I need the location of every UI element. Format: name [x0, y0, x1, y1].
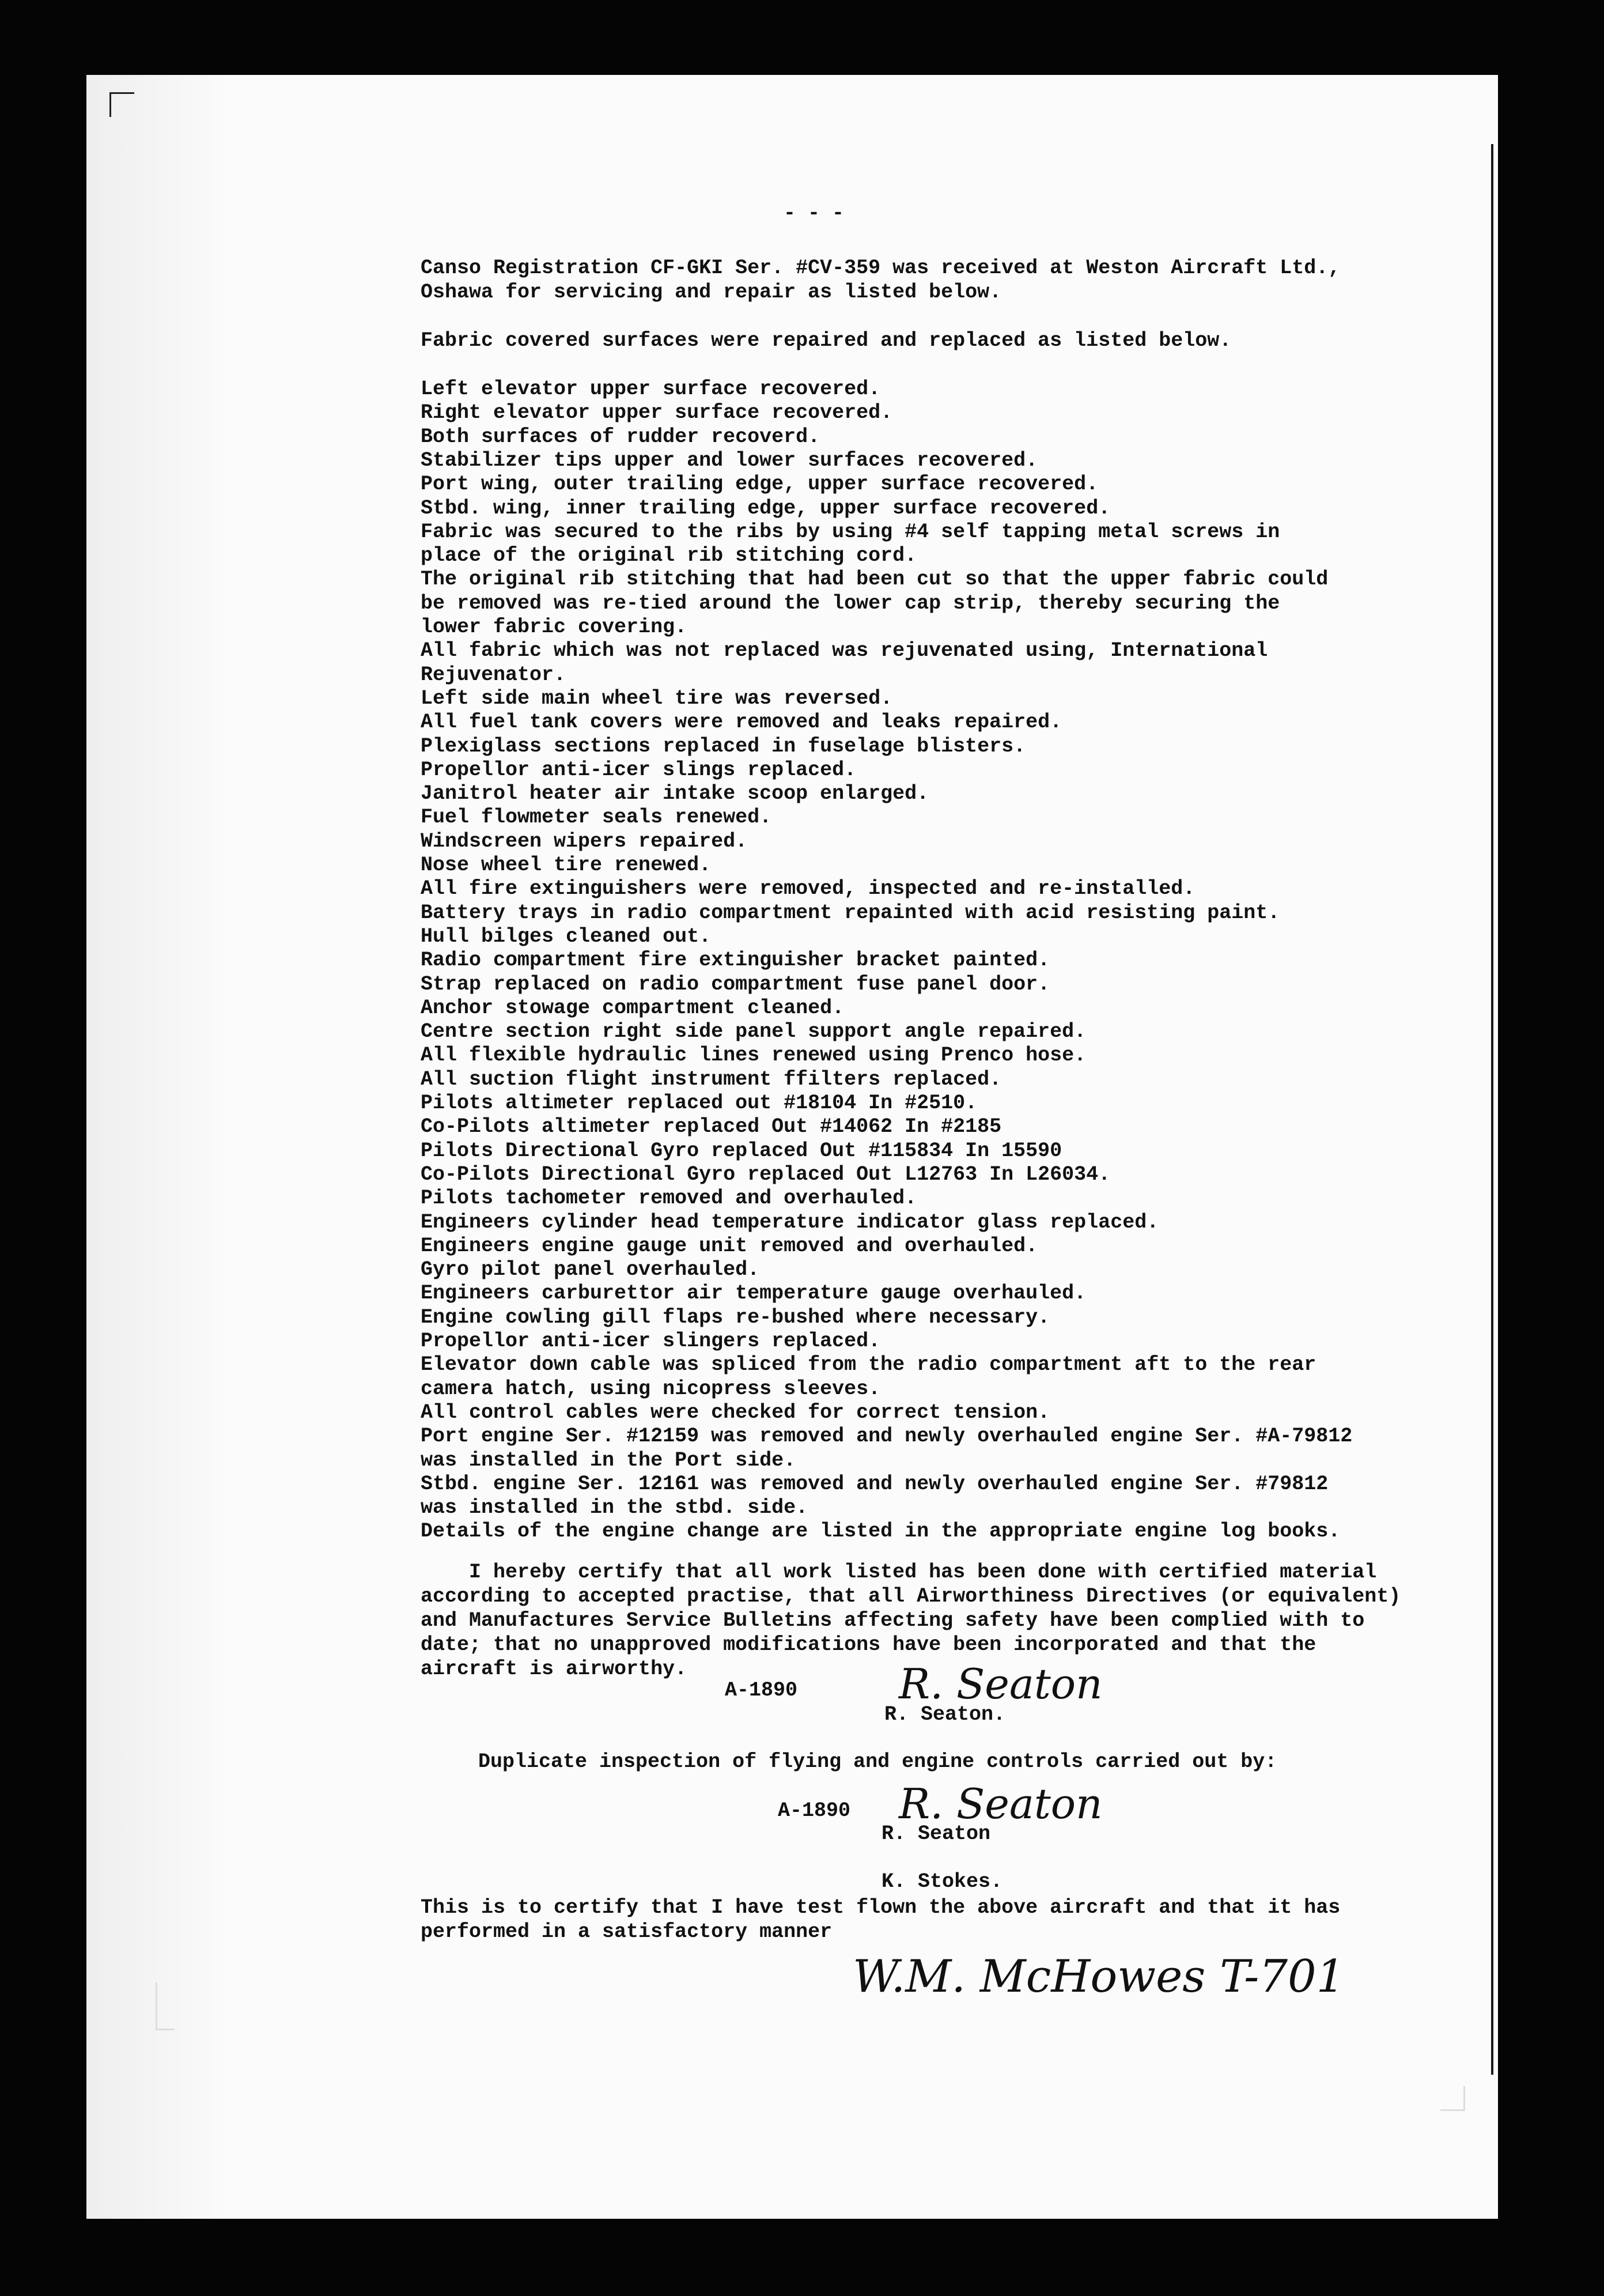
crop-mark-bottom-right — [1440, 2086, 1465, 2111]
repair-item-line: Battery trays in radio compartment repainted with acid resisting paint. — [421, 901, 1280, 924]
repair-item-line: Fabric was secured to the ribs by using #4 self tapping metal screws in — [421, 520, 1280, 543]
certification-line-4: date; that no unapproved modifications have been incorporated and that the — [421, 1633, 1317, 1656]
repair-item-line: Engineers engine gauge unit removed and overhauled. — [421, 1234, 1038, 1257]
test-flight-line-2: performed in a satisfactory manner — [421, 1920, 833, 1943]
repair-item-line: Anchor stowage compartment cleaned. — [421, 996, 845, 1019]
test-flight-line-1: This is to certify that I have test flown the above aircraft and that it has — [421, 1896, 1341, 1919]
repair-item-line: Strap replaced on radio compartment fuse panel door. — [421, 972, 1050, 996]
repair-item-line: The original rib stitching that had been cut so that the upper fabric could — [421, 568, 1329, 591]
repair-item-line: was installed in the Port side. — [421, 1448, 796, 1472]
repair-item-line: Engineers cylinder head temperature indicator glass replaced. — [421, 1210, 1159, 1234]
fabric-heading: Fabric covered surfaces were repaired and replaced as listed below. — [421, 329, 1232, 352]
sign2-license: A-1890 — [778, 1799, 851, 1822]
repair-item-line: All control cables were checked for correct tension. — [421, 1400, 1050, 1424]
repair-item-line: Engineers carburettor air temperature gauge overhauled. — [421, 1282, 1087, 1305]
repair-item-line: Propellor anti-icer slings replaced. — [421, 758, 857, 781]
repair-item-line: All flexible hydraulic lines renewed using Prenco hose. — [421, 1044, 1087, 1067]
repair-item-line: lower fabric covering. — [421, 615, 687, 639]
sign1-signature: R. Seaton — [899, 1660, 1103, 1708]
certification-line-2: according to accepted practise, that all Airworthiness Directives (or equivalent) — [421, 1585, 1401, 1608]
certification-line-1: I hereby certify that all work listed has been done with certified material — [421, 1561, 1377, 1584]
repair-item-line: Pilots tachometer removed and overhauled. — [421, 1187, 917, 1210]
repair-item-line: Rejuvenator. — [421, 663, 566, 686]
repair-item-line: Stbd. engine Ser. 12161 was removed and newly overhauled engine Ser. #79812 — [421, 1472, 1329, 1496]
repair-item-line: Left elevator upper surface recovered. — [421, 377, 881, 401]
repair-item-line: Janitrol heater air intake scoop enlarged. — [421, 782, 929, 806]
certification-line-3: and Manufactures Service Bulletins affecting safety have been complied with to — [421, 1609, 1365, 1632]
sign2-signature: R. Seaton — [899, 1780, 1103, 1828]
repair-item-line: Co-Pilots altimeter replaced Out #14062 In #2185 — [421, 1115, 1002, 1139]
repair-item-line: Hull bilges cleaned out. — [421, 924, 712, 948]
crop-mark-bottom-left — [156, 1982, 175, 2030]
repair-item-line: Pilots Directional Gyro replaced Out #115834 In 15590 — [421, 1139, 1062, 1162]
pilot-signature: W.M. McHowes T-701 — [853, 1951, 1345, 2003]
repair-item-line: Port wing, outer trailing edge, upper surface recovered. — [421, 473, 1099, 496]
repair-item-line: Right elevator upper surface recovered. — [421, 401, 893, 425]
repair-item-line: Engine cowling gill flaps re-bushed where necessary. — [421, 1305, 1050, 1329]
repair-item-line: Left side main wheel tire was reversed. — [421, 686, 893, 710]
page-fold-shadow — [86, 75, 230, 2219]
intro-line-2: Oshawa for servicing and repair as listed below. — [421, 281, 1002, 304]
repair-item-line: Windscreen wipers repaired. — [421, 829, 748, 853]
repair-item-line: camera hatch, using nicopress sleeves. — [421, 1377, 881, 1400]
repair-item-line: Propellor anti-icer slingers replaced. — [421, 1330, 881, 1353]
repair-item-line: was installed in the stbd. side. — [421, 1496, 808, 1520]
repair-item-line: Details of the engine change are listed in the appropriate engine log books. — [421, 1520, 1341, 1543]
certification-line-5: aircraft is airworthy. — [421, 1657, 687, 1681]
repair-item-line: Plexiglass sections replaced in fuselage blisters. — [421, 734, 1026, 758]
repair-item-line: All fire extinguishers were removed, inspected and re-installed. — [421, 877, 1196, 901]
repair-item-line: Elevator down cable was spliced from the radio compartment aft to the rear — [421, 1353, 1317, 1377]
sign1-name: R. Seaton. — [884, 1703, 1006, 1726]
duplicate-heading: Duplicate inspection of flying and engine controls carried out by: — [478, 1750, 1277, 1773]
repair-item-line: Pilots altimeter replaced out #18104 In #2510. — [421, 1092, 978, 1115]
crop-mark-top-left — [109, 92, 134, 117]
sign1-license: A-1890 — [725, 1679, 798, 1702]
repair-item-line: be removed was re-tied around the lower cap strip, thereby securing the — [421, 591, 1280, 615]
sign3-name: K. Stokes. — [882, 1870, 1003, 1893]
repair-item-line: Gyro pilot panel overhauled. — [421, 1258, 760, 1282]
repair-item-line: Port engine Ser. #12159 was removed and newly overhauled engine Ser. #A-79812 — [421, 1425, 1353, 1448]
header-mark: - - - — [784, 202, 845, 225]
repair-item-line: Centre section right side panel support angle repaired. — [421, 1020, 1087, 1044]
repair-item-line: place of the original rib stitching cord. — [421, 544, 917, 568]
repair-item-line: Radio compartment fire extinguisher bracket painted. — [421, 949, 1050, 972]
repair-item-line: All fabric which was not replaced was rejuvenated using, International — [421, 639, 1268, 663]
sign2-name: R. Seaton — [882, 1822, 991, 1845]
repair-item-line: Nose wheel tire renewed. — [421, 854, 712, 877]
repair-item-line: Both surfaces of rudder recoverd. — [421, 425, 820, 448]
repair-item-line: Stabilizer tips upper and lower surfaces recovered. — [421, 448, 1038, 472]
repair-item-line: All suction flight instrument ffilters replaced. — [421, 1067, 1002, 1091]
repair-item-line: Stbd. wing, inner trailing edge, upper surface recovered. — [421, 496, 1111, 520]
repair-item-line: Fuel flowmeter seals renewed. — [421, 806, 772, 829]
repair-item-line: Co-Pilots Directional Gyro replaced Out L12763 In L26034. — [421, 1162, 1111, 1186]
scan-edge-line — [1491, 144, 1493, 2075]
repair-item-line: All fuel tank covers were removed and leaks repaired. — [421, 711, 1062, 734]
intro-line-1: Canso Registration CF-GKI Ser. #CV-359 was received at Weston Aircraft Ltd., — [421, 256, 1341, 280]
